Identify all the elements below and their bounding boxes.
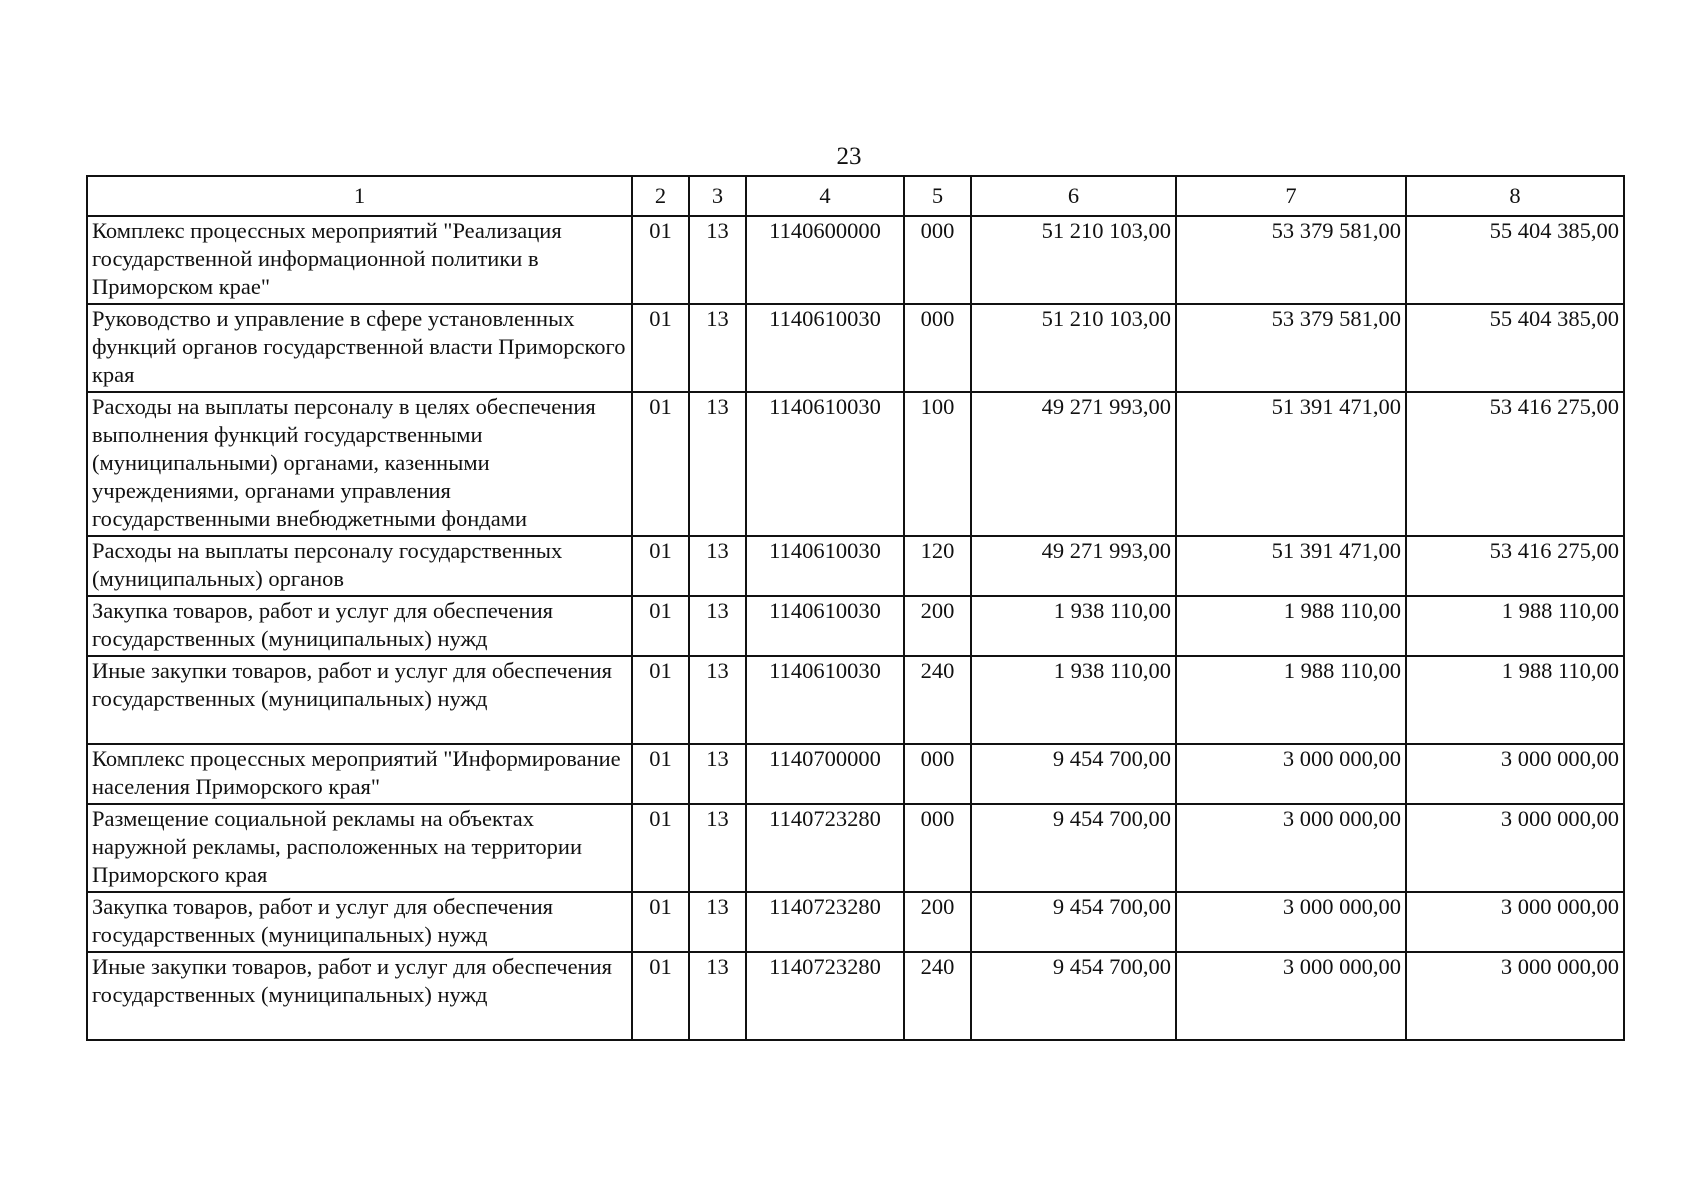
row-target-code: 1140723280 xyxy=(746,804,904,892)
row-section: 01 xyxy=(632,304,689,392)
row-name: Расходы на выплаты персоналу в целях обеспечения выполнения функций государственными (муниципальными) органами, казенными учреждениями, органами управления государственными внебюджетными фондами xyxy=(87,392,632,536)
header-col-3: 3 xyxy=(689,176,746,216)
row-subsection: 13 xyxy=(689,744,746,804)
row-amount-col6: 9 454 700,00 xyxy=(971,892,1176,952)
row-section: 01 xyxy=(632,536,689,596)
row-amount-col8: 3 000 000,00 xyxy=(1406,892,1624,952)
row-target-code: 1140610030 xyxy=(746,596,904,656)
row-amount-col6: 9 454 700,00 xyxy=(971,952,1176,1040)
row-subsection: 13 xyxy=(689,392,746,536)
header-col-6: 6 xyxy=(971,176,1176,216)
row-expense-type: 200 xyxy=(904,892,971,952)
row-name: Иные закупки товаров, работ и услуг для обеспечения государственных (муниципальных) нужд xyxy=(87,952,632,1040)
header-col-5: 5 xyxy=(904,176,971,216)
table-row xyxy=(87,744,1624,804)
table-row xyxy=(87,952,1624,1040)
row-subsection: 13 xyxy=(689,596,746,656)
row-amount-col8: 3 000 000,00 xyxy=(1406,804,1624,892)
row-amount-col8: 1 988 110,00 xyxy=(1406,656,1624,744)
row-subsection: 13 xyxy=(689,892,746,952)
row-section: 01 xyxy=(632,216,689,304)
row-expense-type: 000 xyxy=(904,744,971,804)
row-amount-col6: 9 454 700,00 xyxy=(971,744,1176,804)
row-amount-col6: 51 210 103,00 xyxy=(971,216,1176,304)
row-name: Комплекс процессных мероприятий "Информирование населения Приморского края" xyxy=(87,744,632,804)
budget-table xyxy=(86,175,1625,1041)
row-section: 01 xyxy=(632,804,689,892)
header-col-8: 8 xyxy=(1406,176,1624,216)
row-amount-col7: 3 000 000,00 xyxy=(1176,804,1406,892)
row-section: 01 xyxy=(632,596,689,656)
row-amount-col6: 49 271 993,00 xyxy=(971,392,1176,536)
row-expense-type: 000 xyxy=(904,804,971,892)
row-expense-type: 120 xyxy=(904,536,971,596)
row-amount-col7: 1 988 110,00 xyxy=(1176,656,1406,744)
row-amount-col6: 51 210 103,00 xyxy=(971,304,1176,392)
row-amount-col6: 1 938 110,00 xyxy=(971,656,1176,744)
row-amount-col8: 1 988 110,00 xyxy=(1406,596,1624,656)
table-row xyxy=(87,392,1624,536)
row-subsection: 13 xyxy=(689,656,746,744)
row-amount-col7: 3 000 000,00 xyxy=(1176,952,1406,1040)
row-expense-type: 240 xyxy=(904,952,971,1040)
row-name: Закупка товаров, работ и услуг для обеспечения государственных (муниципальных) нужд xyxy=(87,892,632,952)
row-name: Комплекс процессных мероприятий "Реализация государственной информационной политики в Приморском крае" xyxy=(87,216,632,304)
row-subsection: 13 xyxy=(689,952,746,1040)
row-target-code: 1140610030 xyxy=(746,304,904,392)
row-amount-col7: 51 391 471,00 xyxy=(1176,392,1406,536)
table-row xyxy=(87,892,1624,952)
row-section: 01 xyxy=(632,892,689,952)
row-name: Размещение социальной рекламы на объектах наружной рекламы, расположенных на территории Приморского края xyxy=(87,804,632,892)
row-expense-type: 000 xyxy=(904,304,971,392)
row-amount-col8: 53 416 275,00 xyxy=(1406,392,1624,536)
row-section: 01 xyxy=(632,392,689,536)
row-target-code: 1140610030 xyxy=(746,536,904,596)
row-amount-col8: 3 000 000,00 xyxy=(1406,744,1624,804)
row-amount-col7: 51 391 471,00 xyxy=(1176,536,1406,596)
row-expense-type: 240 xyxy=(904,656,971,744)
row-subsection: 13 xyxy=(689,536,746,596)
row-expense-type: 100 xyxy=(904,392,971,536)
row-amount-col8: 55 404 385,00 xyxy=(1406,216,1624,304)
row-subsection: 13 xyxy=(689,216,746,304)
row-name: Иные закупки товаров, работ и услуг для обеспечения государственных (муниципальных) нужд xyxy=(87,656,632,744)
table-row xyxy=(87,536,1624,596)
row-amount-col6: 49 271 993,00 xyxy=(971,536,1176,596)
page-number: 23 xyxy=(836,143,862,170)
row-target-code: 1140600000 xyxy=(746,216,904,304)
row-amount-col7: 3 000 000,00 xyxy=(1176,892,1406,952)
row-name: Руководство и управление в сфере установленных функций органов государственной власти Приморского края xyxy=(87,304,632,392)
row-amount-col7: 53 379 581,00 xyxy=(1176,304,1406,392)
row-amount-col8: 3 000 000,00 xyxy=(1406,952,1624,1040)
header-col-2: 2 xyxy=(632,176,689,216)
header-col-1: 1 xyxy=(87,176,632,216)
header-col-7: 7 xyxy=(1176,176,1406,216)
row-subsection: 13 xyxy=(689,304,746,392)
row-expense-type: 200 xyxy=(904,596,971,656)
row-section: 01 xyxy=(632,952,689,1040)
row-amount-col8: 55 404 385,00 xyxy=(1406,304,1624,392)
row-amount-col7: 53 379 581,00 xyxy=(1176,216,1406,304)
header-col-4: 4 xyxy=(746,176,904,216)
table-row xyxy=(87,216,1624,304)
row-amount-col7: 3 000 000,00 xyxy=(1176,744,1406,804)
table-row xyxy=(87,804,1624,892)
row-target-code: 1140700000 xyxy=(746,744,904,804)
table-row xyxy=(87,656,1624,744)
table-row xyxy=(87,304,1624,392)
row-target-code: 1140723280 xyxy=(746,892,904,952)
row-subsection: 13 xyxy=(689,804,746,892)
row-amount-col7: 1 988 110,00 xyxy=(1176,596,1406,656)
row-target-code: 1140723280 xyxy=(746,952,904,1040)
header-row xyxy=(87,176,1624,216)
row-target-code: 1140610030 xyxy=(746,656,904,744)
table-row xyxy=(87,596,1624,656)
row-section: 01 xyxy=(632,656,689,744)
row-amount-col8: 53 416 275,00 xyxy=(1406,536,1624,596)
row-target-code: 1140610030 xyxy=(746,392,904,536)
row-amount-col6: 1 938 110,00 xyxy=(971,596,1176,656)
row-section: 01 xyxy=(632,744,689,804)
row-amount-col6: 9 454 700,00 xyxy=(971,804,1176,892)
row-expense-type: 000 xyxy=(904,216,971,304)
row-name: Расходы на выплаты персоналу государственных (муниципальных) органов xyxy=(87,536,632,596)
row-name: Закупка товаров, работ и услуг для обеспечения государственных (муниципальных) нужд xyxy=(87,596,632,656)
